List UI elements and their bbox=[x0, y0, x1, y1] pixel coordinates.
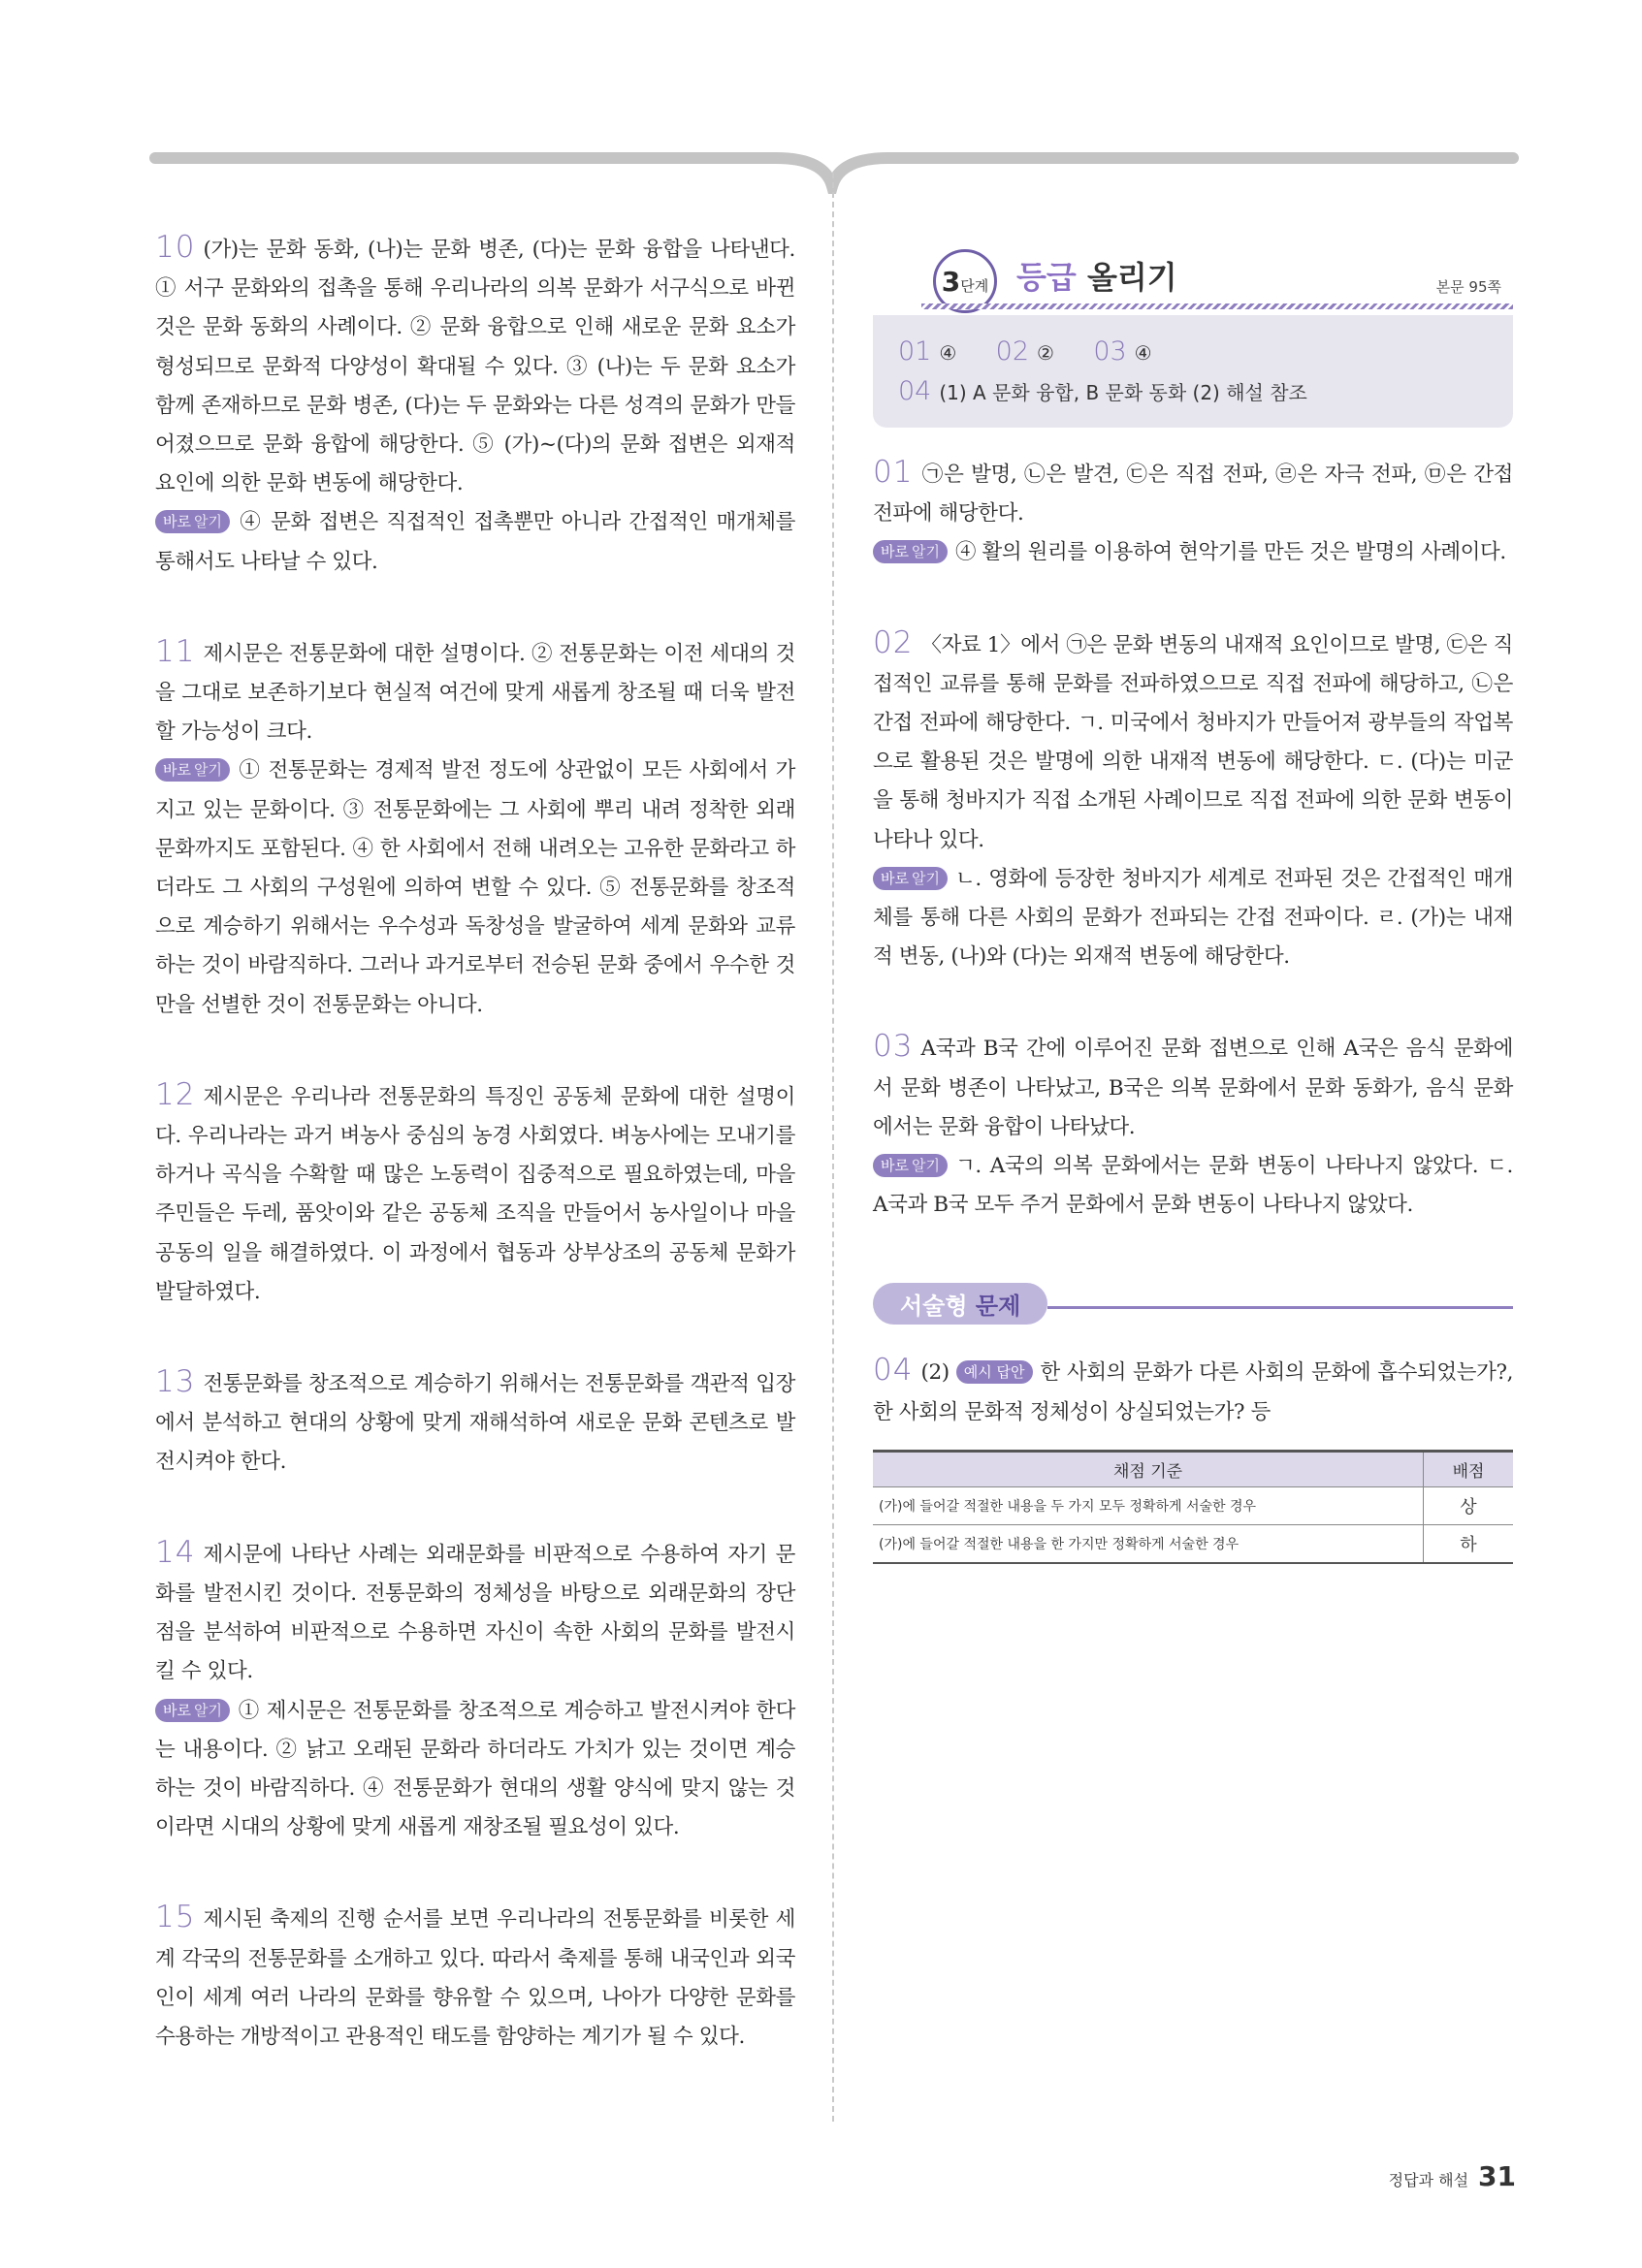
item-paragraph bbox=[155, 228, 795, 503]
item-paragraph bbox=[155, 1075, 795, 1312]
answer-item-01 bbox=[873, 453, 1513, 573]
criterion-cell: (가)에 들어갈 적절한 내용을 두 가지 모두 정확하게 서술한 경우 bbox=[873, 1486, 1424, 1524]
item-text: 한 사회의 문화가 다른 사회의 문화에 흡수되었는가?, 한 사회의 문화적 정체성이 상실되었는가? 등 bbox=[873, 1360, 1514, 1424]
tip-paragraph bbox=[155, 503, 795, 581]
item-number: 01 bbox=[873, 455, 914, 490]
answer-item-03 bbox=[873, 1027, 1513, 1225]
tip-text: ① 제시문은 전통문화를 창조적으로 계승하고 발전시켜야 한다는 내용이다. ② 낡고 오래된 문화라 하더라도 가치가 있는 것이면 계승하는 것이 바람직하다. ④ 전통문화가 현대의 생활 양식에 맞지 않는 것이라면 시대의 상황에 맞게 새롭게 재창조될 필요성이 있다. bbox=[155, 1698, 795, 1840]
item-number: 03 bbox=[873, 1029, 914, 1065]
quick-answer-box bbox=[873, 315, 1513, 428]
item-paragraph bbox=[873, 1351, 1513, 1431]
tip-text: ① 전통문화는 경제적 발전 정도에 상관없이 모든 사회에서 가지고 있는 문화이다. ③ 전통문화에는 그 사회에 뿌리 내려 정착한 외래문화까지도 포함된다. ④ 한 사회에서 전해 내려오는 고유한 문화라고 하더라도 그 사회의 구성원에 의하여 변할 수 있다. ⑤ 전통문화를 창조적으로 계승하기 위해서는 우수성과 독창성을 발굴하여 세계 문화와 교류하는 것이 바람직하다. 그러나 과거로부터 전승된 문화 중에서 우수한 것만을 선별한 것이 전통문화는 아니다. bbox=[155, 758, 795, 1017]
tip-paragraph bbox=[873, 533, 1513, 572]
table-header: 배점 bbox=[1424, 1451, 1514, 1486]
tip-paragraph bbox=[155, 1692, 795, 1848]
table-row bbox=[873, 1486, 1513, 1524]
left-column bbox=[155, 228, 795, 2107]
answer-item-04 bbox=[873, 1351, 1513, 1563]
tip-text: ④ 문화 접변은 직접적인 접촉뿐만 아니라 간접적인 매개체를 통해서도 나타날 수 있다. bbox=[155, 510, 795, 574]
step-badge: 3단계 bbox=[933, 249, 997, 313]
tip-badge: 바로 알기 bbox=[873, 1154, 948, 1177]
score-cell: 하 bbox=[1424, 1524, 1514, 1563]
item-text: 제시문에 나타난 사례는 외래문화를 비판적으로 수용하여 자기 문화를 발전시킨 것이다. 전통문화의 정체성을 바탕으로 외래문화의 장단점을 분석하여 비판적으로 수용하면 자신이 속한 사회의 문화를 발전시킬 수 있다. bbox=[155, 1542, 795, 1684]
table-row bbox=[873, 1524, 1513, 1563]
answer-item-10 bbox=[155, 228, 795, 582]
answer-item-11 bbox=[155, 632, 795, 1025]
item-paragraph bbox=[155, 1898, 795, 2057]
step-page-ref: 본문 95쪽 bbox=[1435, 278, 1501, 296]
essay-section-label: 서술형 문제 bbox=[873, 1283, 1047, 1325]
table-header: 채점 기준 bbox=[873, 1451, 1424, 1486]
essay-section-header bbox=[873, 1275, 1513, 1333]
top-rule bbox=[0, 0, 1642, 194]
answer-item-12 bbox=[155, 1075, 795, 1312]
step-title: 등급 올리기 bbox=[1016, 259, 1177, 296]
item-number: 15 bbox=[155, 1900, 196, 1935]
step-stripe bbox=[921, 303, 1513, 309]
tip-paragraph bbox=[873, 860, 1513, 977]
item-text: 제시된 축제의 진행 순서를 보면 우리나라의 전통문화를 비롯한 세계 각국의 전통문화를 소개하고 있다. 따라서 축제를 통해 내국인과 외국인이 세계 여러 나라의 문화를 향유할 수 있으며, 나아가 다양한 문화를 수용하는 개방적이고 관용적인 태도를 함양하는 계기가 될 수 있다. bbox=[155, 1907, 795, 2049]
tip-paragraph bbox=[873, 1147, 1513, 1225]
quick-answer: 01 ④ bbox=[898, 336, 957, 367]
scoring-table bbox=[873, 1450, 1513, 1564]
tip-text: ㄱ. A국의 의복 문화에서는 문화 변동이 나타나지 않았다. ㄷ. A국과 B국 모두 주거 문화에서 문화 변동이 나타나지 않았다. bbox=[873, 1154, 1513, 1218]
item-number: 13 bbox=[155, 1364, 196, 1400]
item-paragraph bbox=[155, 1362, 795, 1483]
item-number: 11 bbox=[155, 633, 196, 669]
item-text: ㉠은 발명, ㉡은 발견, ㉢은 직접 전파, ㉣은 자극 전파, ㉤은 간접 전파에 해당한다. bbox=[873, 463, 1513, 527]
criterion-cell: (가)에 들어갈 적절한 내용을 한 가지만 정확하게 서술한 경우 bbox=[873, 1524, 1424, 1563]
answer-item-13 bbox=[155, 1362, 795, 1483]
column-divider bbox=[832, 173, 834, 2122]
essay-section-line bbox=[1047, 1306, 1513, 1309]
item-part: (2) bbox=[920, 1360, 950, 1386]
item-text: 제시문은 전통문화에 대한 설명이다. ② 전통문화는 이전 세대의 것을 그대로 보존하기보다 현실적 여건에 맞게 새롭게 창조될 때 더욱 발전할 가능성이 크다. bbox=[155, 641, 795, 745]
tip-text: ④ 활의 원리를 이용하여 현악기를 만든 것은 발명의 사례이다. bbox=[954, 540, 1506, 565]
item-paragraph bbox=[873, 1027, 1513, 1147]
item-number: 10 bbox=[155, 230, 196, 265]
tip-text: ㄴ. 영화에 등장한 청바지가 세계로 전파된 것은 간접적인 매개체를 통해 다른 사회의 문화가 전파되는 간접 전파이다. ㄹ. (가)는 내재적 변동, (나)와 (다)는 외재적 변동에 해당한다. bbox=[873, 866, 1513, 970]
item-number: 04 bbox=[873, 1353, 914, 1389]
item-number: 02 bbox=[873, 624, 914, 660]
page-number: 31 bbox=[1478, 2160, 1516, 2192]
answer-item-02 bbox=[873, 623, 1513, 977]
tip-paragraph bbox=[155, 751, 795, 1024]
tip-badge: 바로 알기 bbox=[873, 867, 948, 890]
answer-item-14 bbox=[155, 1533, 795, 1848]
item-text: (가)는 문화 동화, (나)는 문화 병존, (다)는 문화 융합을 나타낸다. ① 서구 문화와의 접촉을 통해 우리나라의 의복 문화가 서구식으로 바뀐 것은 문화 동화의 사례이다. ② 문화 융합으로 인해 새로운 문화 요소가 형성되므로 문화적 다양성이 확대될 수 있다. ③ (나)는 두 문화 요소가 함께 존재하므로 문화 병존, (다)는 두 문화와는 다른 성격의 문화가 만들어졌으므로 문화 융합에 해당한다. ⑤ (가)~(다)의 문화 접변은 외재적 요인에 의한 문화 변동에 해당한다. bbox=[155, 238, 795, 496]
tip-badge: 바로 알기 bbox=[155, 758, 230, 782]
item-paragraph bbox=[873, 623, 1513, 860]
item-text: A국과 B국 간에 이루어진 문화 접변으로 인해 A국은 음식 문화에서 문화 병존이 나타났고, B국은 의복 문화에서 문화 동화가, 음식 문화에서는 문화 융합이 나타났다. bbox=[873, 1037, 1513, 1139]
item-text: 제시문은 우리나라 전통문화의 특징인 공동체 문화에 대한 설명이다. 우리나라는 과거 벼농사 중심의 농경 사회였다. 벼농사에는 모내기를 하거나 곡식을 수확할 때 많은 노동력이 집중적으로 필요하였는데, 마을 주민들은 두레, 품앗이와 같은 공동체 조직을 만들어서 농사일이나 마을 공동의 일을 해결하였다. 이 과정에서 협동과 상부상조의 공동체 문화가 발달하였다. bbox=[155, 1084, 795, 1304]
footer-label: 정답과 해설 bbox=[1388, 2171, 1469, 2189]
item-text: 전통문화를 창조적으로 계승하기 위해서는 전통문화를 객관적 입장에서 분석하고 현대의 상황에 맞게 재해석하여 새로운 문화 콘텐츠로 발전시켜야 한다. bbox=[155, 1372, 795, 1475]
quick-answer: 04 (1) A 문화 융합, B 문화 동화 (2) 해설 참조 bbox=[898, 376, 1307, 406]
item-paragraph bbox=[155, 632, 795, 752]
score-cell: 상 bbox=[1424, 1486, 1514, 1524]
item-paragraph bbox=[873, 453, 1513, 533]
sample-answer-badge: 예시 답안 bbox=[956, 1360, 1033, 1384]
item-number: 12 bbox=[155, 1076, 196, 1112]
answer-item-15 bbox=[155, 1898, 795, 2057]
right-column bbox=[873, 228, 1513, 1614]
tip-badge: 바로 알기 bbox=[155, 510, 230, 533]
step-header bbox=[873, 228, 1513, 315]
page-footer bbox=[1389, 2160, 1516, 2192]
tip-badge: 바로 알기 bbox=[155, 1699, 230, 1722]
item-paragraph bbox=[155, 1533, 795, 1692]
quick-answer: 03 ④ bbox=[1093, 336, 1152, 367]
item-number: 14 bbox=[155, 1534, 196, 1570]
item-text: 〈자료 1〉에서 ㉠은 문화 변동의 내재적 요인이므로 발명, ㉢은 직접적인 교류를 통해 문화를 전파하였으므로 직접 전파에 해당하고, ㉡은 간접 전파에 해당한다. ㄱ. 미국에서 청바지가 만들어져 광부들의 작업복으로 활용된 것은 발명에 의한 내재적 변동에 해당한다. ㄷ. (다)는 미군을 통해 청바지가 직접 소개된 사례이므로 직접 전파에 의한 문화 변동이 나타나 있다. bbox=[873, 632, 1513, 852]
quick-answer: 02 ② bbox=[995, 336, 1054, 367]
tip-badge: 바로 알기 bbox=[873, 540, 948, 563]
